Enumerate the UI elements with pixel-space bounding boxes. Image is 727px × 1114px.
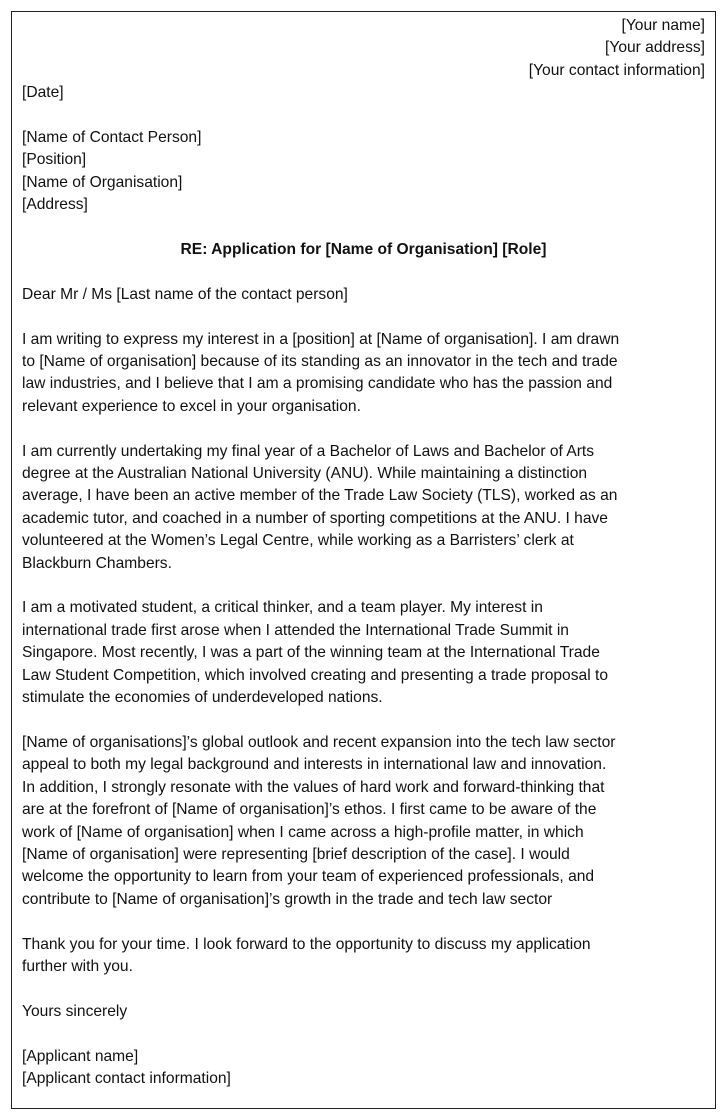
spacer [22,306,705,328]
paragraph-line: welcome the opportunity to learn from your team of experienced professionals, and [22,868,595,886]
paragraph-line: Singapore. Most recently, I was a part of the winning team at the International Trade [22,644,600,662]
recipient-organisation: [Name of Organisation] [22,173,183,191]
paragraph-line: relevant experience to excel in your organisation. [22,397,361,415]
paragraph-line: volunteered at the Women’s Legal Centre, while working as a Barristers’ clerk at [22,532,574,550]
signature-contact: [Applicant contact information] [22,1069,231,1087]
recipient-position: [Position] [22,151,87,169]
letter-page [11,11,716,1109]
recipient-address: [Address] [22,196,88,214]
paragraph-line: appeal to both my legal background and interests in international law and innovation. [22,756,607,774]
spacer [22,575,705,597]
paragraph-line: I am currently undertaking my final year of a Bachelor of Laws and Bachelor of Arts [22,442,595,460]
paragraph-line: average, I have been an active member of the Trade Law Society (TLS), worked as an [22,487,618,505]
sender-address: [Your address] [605,39,705,57]
paragraph-line: I am writing to express my interest in a [position] at [Name of organisation]. I am drawn [22,330,620,348]
paragraph-line: degree at the Australian National University (ANU). While maintaining a distinction [22,465,588,483]
paragraph-line: work of [Name of organisation] when I came across a high-profile matter, in which [22,823,584,841]
paragraph-line: I am a motivated student, a critical thinker, and a team player. My interest in [22,599,543,617]
paragraph-organisation [22,732,705,911]
sender-contact: [Your contact information] [528,61,705,79]
spacer [22,105,705,127]
paragraph-line: to [Name of organisation] because of its standing as an innovator in the tech and trade [22,353,618,371]
signature-name: [Applicant name] [22,1047,139,1065]
paragraph-line: law industries, and I believe that I am a promising candidate who has the passion and [22,375,613,393]
paragraph-interest [22,329,705,419]
paragraph-line: In addition, I strongly resonate with the values of hard work and forward-thinking that [22,778,605,796]
letter-date: [Date] [22,84,64,102]
closing: Yours sincerely [22,1002,128,1020]
paragraph-skills [22,597,705,709]
paragraph-line: Law Student Competition, which involved creating and presenting a trade proposal to [22,666,608,684]
spacer [22,217,705,239]
paragraph-line: international trade first arose when I attended the International Trade Summit in [22,621,569,639]
spacer [22,261,705,283]
spacer [22,911,705,933]
spacer [22,1023,705,1045]
spacer [22,710,705,732]
paragraph-line: are at the forefront of [Name of organisation]’s ethos. I first came to be aware of the [22,801,597,819]
paragraph-line: stimulate the economies of underdeveloped nations. [22,689,383,707]
paragraph-line: further with you. [22,957,133,975]
paragraph-line: contribute to [Name of organisation]’s growth in the trade and tech law sector [22,890,553,908]
paragraph-line: academic tutor, and coached in a number of sporting competitions at the ANU. I have [22,509,608,527]
paragraph-line: [Name of organisations]’s global outlook and recent expansion into the tech law sector [22,733,616,751]
spacer [22,978,705,1000]
subject-line: RE: Application for [Name of Organisation] [Role] [180,241,547,259]
recipient-name: [Name of Contact Person] [22,129,202,147]
paragraph-thanks [22,934,705,979]
sender-name: [Your name] [621,17,705,34]
paragraph-line: Thank you for your time. I look forward to the opportunity to discuss my application [22,935,591,953]
paragraph-line: Blackburn Chambers. [22,554,172,572]
salutation: Dear Mr / Ms [Last name of the contact person] [22,285,348,303]
paragraph-line: [Name of organisation] were representing [brief description of the case]. I would [22,845,570,863]
paragraph-education [22,441,705,575]
spacer [22,418,705,440]
